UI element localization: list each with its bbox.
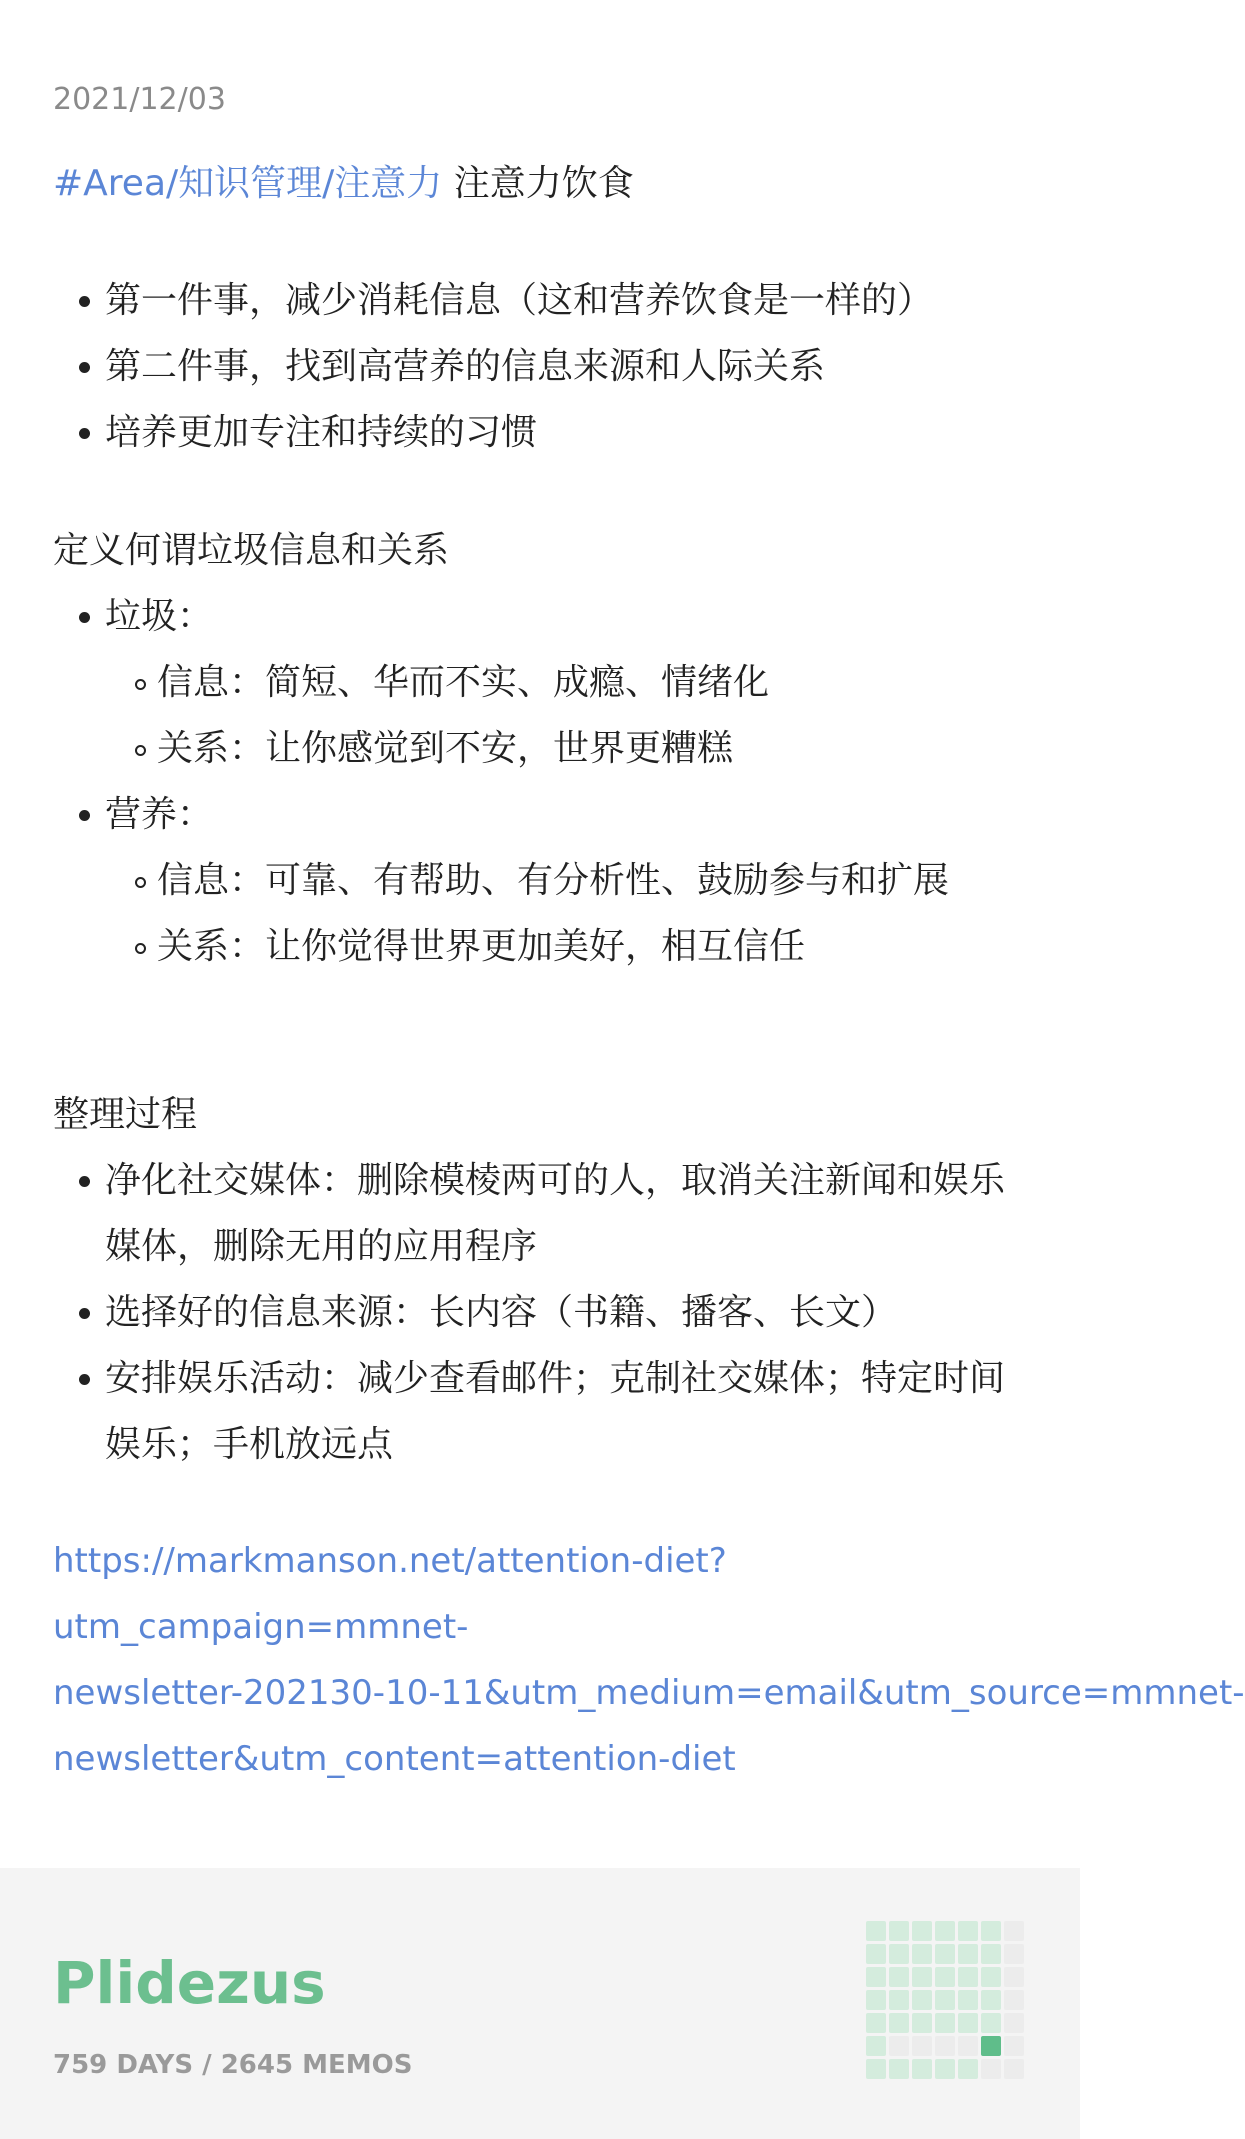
memo-card <box>53 0 1245 1868</box>
heatmap-cell <box>1004 2036 1024 2056</box>
heatmap-cell <box>958 2013 978 2033</box>
heatmap-cell <box>912 1921 932 1941</box>
sub-bullet-icon <box>135 679 146 690</box>
heatmap-cell <box>958 1990 978 2010</box>
bullet-icon <box>79 612 90 623</box>
bullet-icon <box>79 810 90 821</box>
heatmap-cell <box>981 1990 1001 2010</box>
heatmap-cell <box>889 1967 909 1987</box>
heatmap-cell <box>935 2036 955 2056</box>
heatmap-cell <box>935 1944 955 1964</box>
heatmap-cell <box>912 1990 932 2010</box>
activity-heatmap <box>866 1921 1028 2083</box>
heatmap-cell <box>1004 1990 1024 2010</box>
heatmap-cell <box>981 2013 1001 2033</box>
heatmap-cell <box>866 2013 886 2033</box>
heatmap-cell <box>935 1990 955 2010</box>
source-link[interactable]: https://markmanson.net/attention-diet? utm_campaign=mmnet- newsletter-202130-10-11&utm_medium=email&utm_source=mmnet- newsletter&utm_content=attention-diet <box>53 1541 1245 1779</box>
heatmap-cell <box>958 1944 978 1964</box>
heatmap-cell <box>1004 1967 1024 1987</box>
memo-title: 注意力饮食 <box>442 163 634 204</box>
heatmap-cell <box>866 1967 886 1987</box>
heatmap-cell <box>935 2013 955 2033</box>
list-item: 营养： <box>53 782 1063 848</box>
heatmap-cell <box>866 1921 886 1941</box>
heatmap-cell <box>1004 1944 1024 1964</box>
heatmap-cell <box>889 1921 909 1941</box>
heatmap-cell <box>889 2059 909 2079</box>
memo-title-line <box>53 160 634 208</box>
list-item: 安排娱乐活动：减少查看邮件；克制社交媒体；特定时间 娱乐；手机放远点 <box>53 1346 1063 1478</box>
sub-bullet-icon <box>135 877 146 888</box>
section-heading: 整理过程 <box>53 1094 198 1135</box>
heatmap-cell <box>889 2013 909 2033</box>
heatmap-cell <box>981 2059 1001 2079</box>
definition-section <box>53 518 1063 980</box>
heatmap-cell <box>889 1990 909 2010</box>
heatmap-cell <box>1004 2013 1024 2033</box>
heatmap-cell <box>935 1967 955 1987</box>
heatmap-cell <box>935 1921 955 1941</box>
heatmap-cell <box>981 1967 1001 1987</box>
list-item: 垃圾： <box>53 584 1063 650</box>
bullet-icon <box>79 1308 90 1319</box>
sub-list-item: 信息：简短、华而不实、成瘾、情绪化 <box>53 650 1063 716</box>
heatmap-cell <box>866 2036 886 2056</box>
heatmap-cell <box>866 1944 886 1964</box>
list-item: 选择好的信息来源：长内容（书籍、播客、长文） <box>53 1280 1063 1346</box>
bullet-icon <box>79 296 90 307</box>
list-item: 第一件事，减少消耗信息（这和营养饮食是一样的） <box>53 268 1063 334</box>
tag-link[interactable]: #Area/知识管理/注意力 <box>53 163 443 204</box>
heatmap-cell <box>889 1944 909 1964</box>
sub-list-item: 关系：让你感觉到不安，世界更糟糕 <box>53 716 1063 782</box>
heatmap-cell <box>958 1921 978 1941</box>
bullet-icon <box>79 1374 90 1385</box>
process-section <box>53 1082 1063 1478</box>
heatmap-cell <box>981 1921 1001 1941</box>
heatmap-cell <box>981 1944 1001 1964</box>
stats-text: 759 DAYS / 2645 MEMOS <box>53 2050 413 2080</box>
heatmap-cell <box>981 2036 1001 2056</box>
list-item: 培养更加专注和持续的习惯 <box>53 400 1063 466</box>
sub-list-item: 信息：可靠、有帮助、有分析性、鼓励参与和扩展 <box>53 848 1063 914</box>
heatmap-cell <box>912 2036 932 2056</box>
heatmap-cell <box>958 1967 978 1987</box>
heatmap-cell <box>866 1990 886 2010</box>
heatmap-cell <box>935 2059 955 2079</box>
heatmap-cell <box>912 2013 932 2033</box>
sub-bullet-icon <box>135 745 146 756</box>
heatmap-cell <box>912 2059 932 2079</box>
intro-list <box>53 268 1063 466</box>
heatmap-cell <box>912 1967 932 1987</box>
bullet-icon <box>79 428 90 439</box>
brand-name: Plidezus <box>53 1949 326 2017</box>
list-item: 净化社交媒体：删除模棱两可的人，取消关注新闻和娱乐 媒体，删除无用的应用程序 <box>53 1148 1063 1280</box>
section-heading: 定义何谓垃圾信息和关系 <box>53 530 450 571</box>
memo-date: 2021/12/03 <box>53 82 226 117</box>
footer <box>0 1868 1080 2139</box>
heatmap-cell <box>866 2059 886 2079</box>
bullet-icon <box>79 1176 90 1187</box>
heatmap-cell <box>958 2059 978 2079</box>
heatmap-cell <box>1004 2059 1024 2079</box>
heatmap-cell <box>1004 1921 1024 1941</box>
sub-bullet-icon <box>135 943 146 954</box>
heatmap-cell <box>958 2036 978 2056</box>
heatmap-cell <box>912 1944 932 1964</box>
heatmap-cell <box>889 2036 909 2056</box>
bullet-icon <box>79 362 90 373</box>
sub-list-item: 关系：让你觉得世界更加美好，相互信任 <box>53 914 1063 980</box>
list-item: 第二件事，找到高营养的信息来源和人际关系 <box>53 334 1063 400</box>
